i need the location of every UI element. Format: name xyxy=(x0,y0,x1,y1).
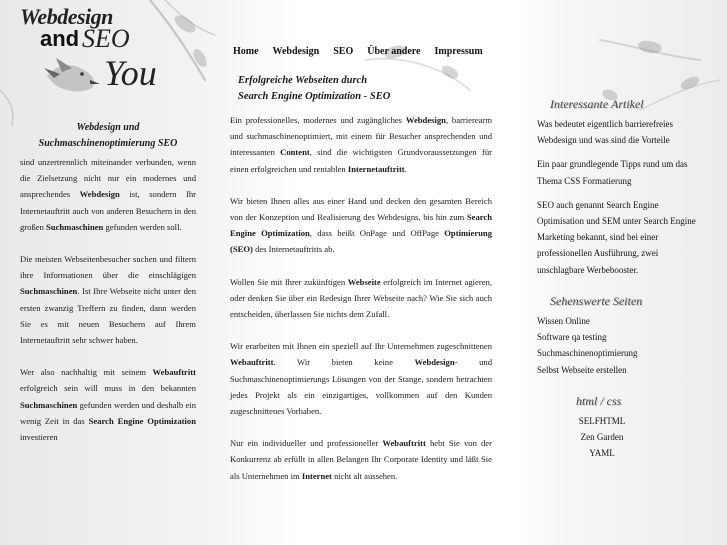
bird-icon xyxy=(42,54,102,104)
nav-seo[interactable]: SEO xyxy=(333,46,354,57)
left-heading-line1: Webdesign und xyxy=(76,122,140,133)
keyword-highlight: Search Engine Optimization xyxy=(230,212,492,239)
css-link-zen-garden[interactable]: Zen Garden xyxy=(580,432,624,443)
paragraph-text: Wir bieten Ihnen alles aus einer Hand und decken den gesamten Bereich von der Konzeption und Realisierung des Webdesigns, bis hin zum xyxy=(230,195,492,223)
keyword-highlight: Webauftritt xyxy=(152,367,196,378)
keyword-highlight: Suchmaschinen xyxy=(20,286,78,297)
paragraph-text: sind unzertrennlich miteinander verbunden, wenn die Zielsetzung nicht nur ein modernes und ansprechendes xyxy=(20,157,196,200)
keyword-highlight: Internet xyxy=(301,470,332,481)
keyword-highlight: Content xyxy=(280,147,310,158)
paragraph-text: investieren xyxy=(20,432,58,443)
keyword-highlight: Webdesign- xyxy=(414,357,458,368)
paragraph-text: . Ist Ihre Webseite nicht unter den ersten zwanzig Treffern zu finden, dann werden Sie es mit neuen Besuchern auf Ihrem Internetauftritt sehr schwer haben. xyxy=(20,286,196,346)
main-heading-line1: Erfolgreiche Webseiten durch xyxy=(238,75,368,86)
site-link-suchmaschinenoptimierung[interactable]: Suchmaschinenoptimierung xyxy=(537,348,638,359)
articles-heading: Interessante Artikel xyxy=(550,97,644,111)
articles-list xyxy=(537,116,705,278)
paragraph-text: des Internetauftritts ab. xyxy=(252,244,335,255)
keyword-highlight: Internetauftritt xyxy=(347,163,405,174)
site-link-webseite-erstellen[interactable]: Selbst Webseite erstellen xyxy=(537,364,627,375)
left-paragraph-1 xyxy=(20,154,196,235)
paragraph-text: Wer also nachhaltig mit seinem xyxy=(20,367,153,378)
left-paragraph-2 xyxy=(20,251,196,348)
keyword-highlight: Webdesign xyxy=(405,115,446,125)
main-content-column xyxy=(230,112,492,484)
main-paragraph-4 xyxy=(230,338,492,419)
nav-webdesign[interactable]: Webdesign xyxy=(272,46,320,57)
article-link-css-tipps[interactable]: Ein paar grundlegende Tipps rund um das Thema CSS Formatierung xyxy=(537,159,688,186)
site-link-software-qa[interactable]: Software qa testing xyxy=(537,332,607,343)
main-paragraph-2 xyxy=(230,193,492,258)
site-logo[interactable] xyxy=(12,2,202,102)
paragraph-text: nicht alt aussehen. xyxy=(331,470,398,481)
css-link-selfhtml[interactable]: SELFHTML xyxy=(578,416,626,426)
paragraph-text: ist, sondern Ihr Internetauftritt auch von anderen Besuchern in den großen xyxy=(20,189,196,232)
css-links-list xyxy=(518,413,686,462)
paragraph-text: . xyxy=(404,163,407,174)
main-navigation xyxy=(233,44,483,62)
site-link-wissen-online[interactable]: Wissen Online xyxy=(537,316,590,326)
nav-ueber-andere[interactable]: Über andere xyxy=(367,46,421,57)
keyword-highlight: Webauftritt xyxy=(382,438,426,449)
logo-text-webdesign: Webdesign xyxy=(20,4,113,29)
paragraph-text: Die meisten Webseitenbesucher suchen und filtern ihre Informationen über die einschlägigen xyxy=(20,254,196,281)
paragraph-text: hebt Sie von der Konkurrenz ab erfüllt in allen Belangen Ihr Corporate Identity und läßt Sie als Unternehmen im xyxy=(230,438,492,481)
keyword-highlight: Webauftritt xyxy=(230,357,274,368)
article-link-seo-sem[interactable]: SEO auch genannt Search Engine Optimisation und SEM unter Search Engine Marketing bekannt, sind bei einer professionellen Ausführung, zwei unschlagbare Werbebooster. xyxy=(537,199,696,275)
keyword-highlight: Optimierung (SEO) xyxy=(230,228,492,255)
paragraph-text: , sind die wichtigsten Grundvoraussetzungen für einen erfolgreichen und rentablen xyxy=(230,147,492,174)
paragraph-text: Wir erarbeiten mit Ihnen ein speziell auf Ihr Unternehmen zugeschnittenen xyxy=(230,341,492,352)
main-paragraph-5 xyxy=(230,435,492,484)
css-link-yaml[interactable]: YAML xyxy=(589,448,615,459)
logo-text-seo: SEO xyxy=(82,24,130,53)
main-paragraph-3 xyxy=(230,274,492,323)
keyword-highlight: Webseite xyxy=(347,276,381,287)
paragraph-text: gefunden werden und deshalb ein wenig Zeit in das xyxy=(20,399,196,426)
logo-text-you: You xyxy=(104,53,157,93)
logo-text-and: and xyxy=(40,26,80,51)
paragraph-text: . Wir bieten keine xyxy=(273,357,415,368)
paragraph-text: Ein professionelles, modernes und zugängliches xyxy=(230,115,406,125)
article-link-barrierefrei[interactable]: Was bedeutet eigentlich barrierefreies Webdesign und was sind die Vorteile xyxy=(537,119,673,146)
paragraph-text: Wollen Sie mit Ihrer zukünftigen xyxy=(230,276,348,287)
paragraph-text: gefunden werden soll. xyxy=(103,221,182,232)
keyword-highlight: Search Engine Optimization xyxy=(88,415,196,426)
main-heading xyxy=(238,73,390,105)
keyword-highlight: Suchmaschinen xyxy=(46,221,104,232)
sites-list xyxy=(537,313,705,378)
main-heading-line2: Search Engine Optimization - SEO xyxy=(238,91,391,102)
sites-heading: Sehenswerte Seiten xyxy=(550,294,643,308)
left-intro-column xyxy=(20,120,196,445)
paragraph-text: Nur ein individueller und professioneller xyxy=(230,438,383,449)
css-heading: html / css xyxy=(576,394,622,408)
paragraph-text: , dass heißt OnPage und OffPage xyxy=(309,228,445,239)
paragraph-text: erfolgreich im Internet agieren, oder denken Sie über ein Redesign Ihrer Webseite nach? Wie Sie sich auch entscheiden, überlassen Sie nichts dem Zufall. xyxy=(230,276,492,320)
left-paragraph-3 xyxy=(20,364,196,445)
keyword-highlight: Suchmaschinen xyxy=(20,399,78,410)
nav-impressum[interactable]: Impressum xyxy=(434,46,483,57)
nav-home[interactable]: Home xyxy=(233,46,259,57)
left-heading-line2: Suchmaschinenoptimierung SEO xyxy=(38,138,178,149)
paragraph-text: , barrierearm und suchmaschinenoptimiert, mit einem für Besucher ansprechenden und interessanten xyxy=(230,115,492,158)
main-paragraph-1 xyxy=(230,112,492,177)
paragraph-text: erfolgreich sein will muss in den bekannten xyxy=(20,383,196,394)
keyword-highlight: Webdesign xyxy=(79,189,120,200)
paragraph-text: und Suchmaschinenoptimierungs Lösungen von der Stange, sondern betrachten jedes Projekt als ein einzigartiges, vollkommen auf den Kunden zugeschnittenes Vorhaben. xyxy=(230,357,492,417)
